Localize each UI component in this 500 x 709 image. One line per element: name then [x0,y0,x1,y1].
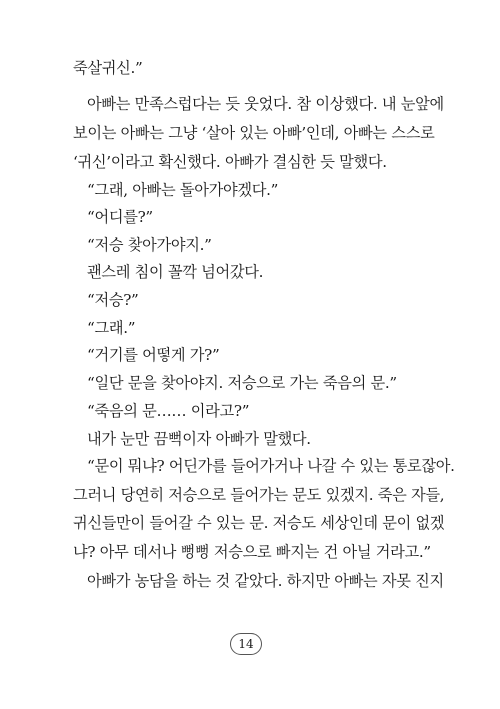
text-line: 냐? 아무 데서나 뻥뻥 저승으로 빠지는 건 아닐 거라고.” [73,543,431,561]
text-line: “그래, 아빠는 돌아가야겠다.” [87,181,279,199]
text-line: “거기를 어떻게 가?” [87,346,220,364]
text-line: 아빠는 만족스럽다는 듯 웃었다. 참 이상했다. 내 눈앞에 [87,95,444,113]
text-line: “어디를?” [87,208,153,226]
text-line: 그러니 당연히 저승으로 들어가는 문도 있겠지. 죽은 자들, [73,486,445,504]
text-line: 죽살귀신.” [73,59,143,77]
text-line: ‘귀신’이라고 확신했다. 아빠가 결심한 듯 말했다. [73,153,387,171]
text-line: 보이는 아빠는 그냥 ‘살아 있는 아빠’인데, 아빠는 스스로 [73,124,435,142]
text-line: “일단 문을 찾아야지. 저승으로 가는 죽음의 문.” [87,374,397,392]
text-line: 내가 눈만 끔뻑이자 아빠가 말했다. [87,430,311,448]
page-number-badge: 14 [230,633,262,655]
text-line: “그래.” [87,319,136,337]
text-line: “죽음의 문…… 이라고?” [87,402,250,420]
text-line: “저승?” [87,291,139,309]
text-line: “저승 찾아가야지.” [87,236,212,254]
text-line: 아빠가 농담을 하는 것 같았다. 하지만 아빠는 자못 진지 [87,572,444,590]
text-line: 귀신들만이 들어갈 수 있는 문. 저승도 세상인데 문이 없겠 [73,514,445,532]
text-line: “문이 뭐냐? 어딘가를 들어가거나 나갈 수 있는 통로잖아. [87,457,455,475]
text-line: 괜스레 침이 꼴깍 넘어갔다. [87,263,264,281]
